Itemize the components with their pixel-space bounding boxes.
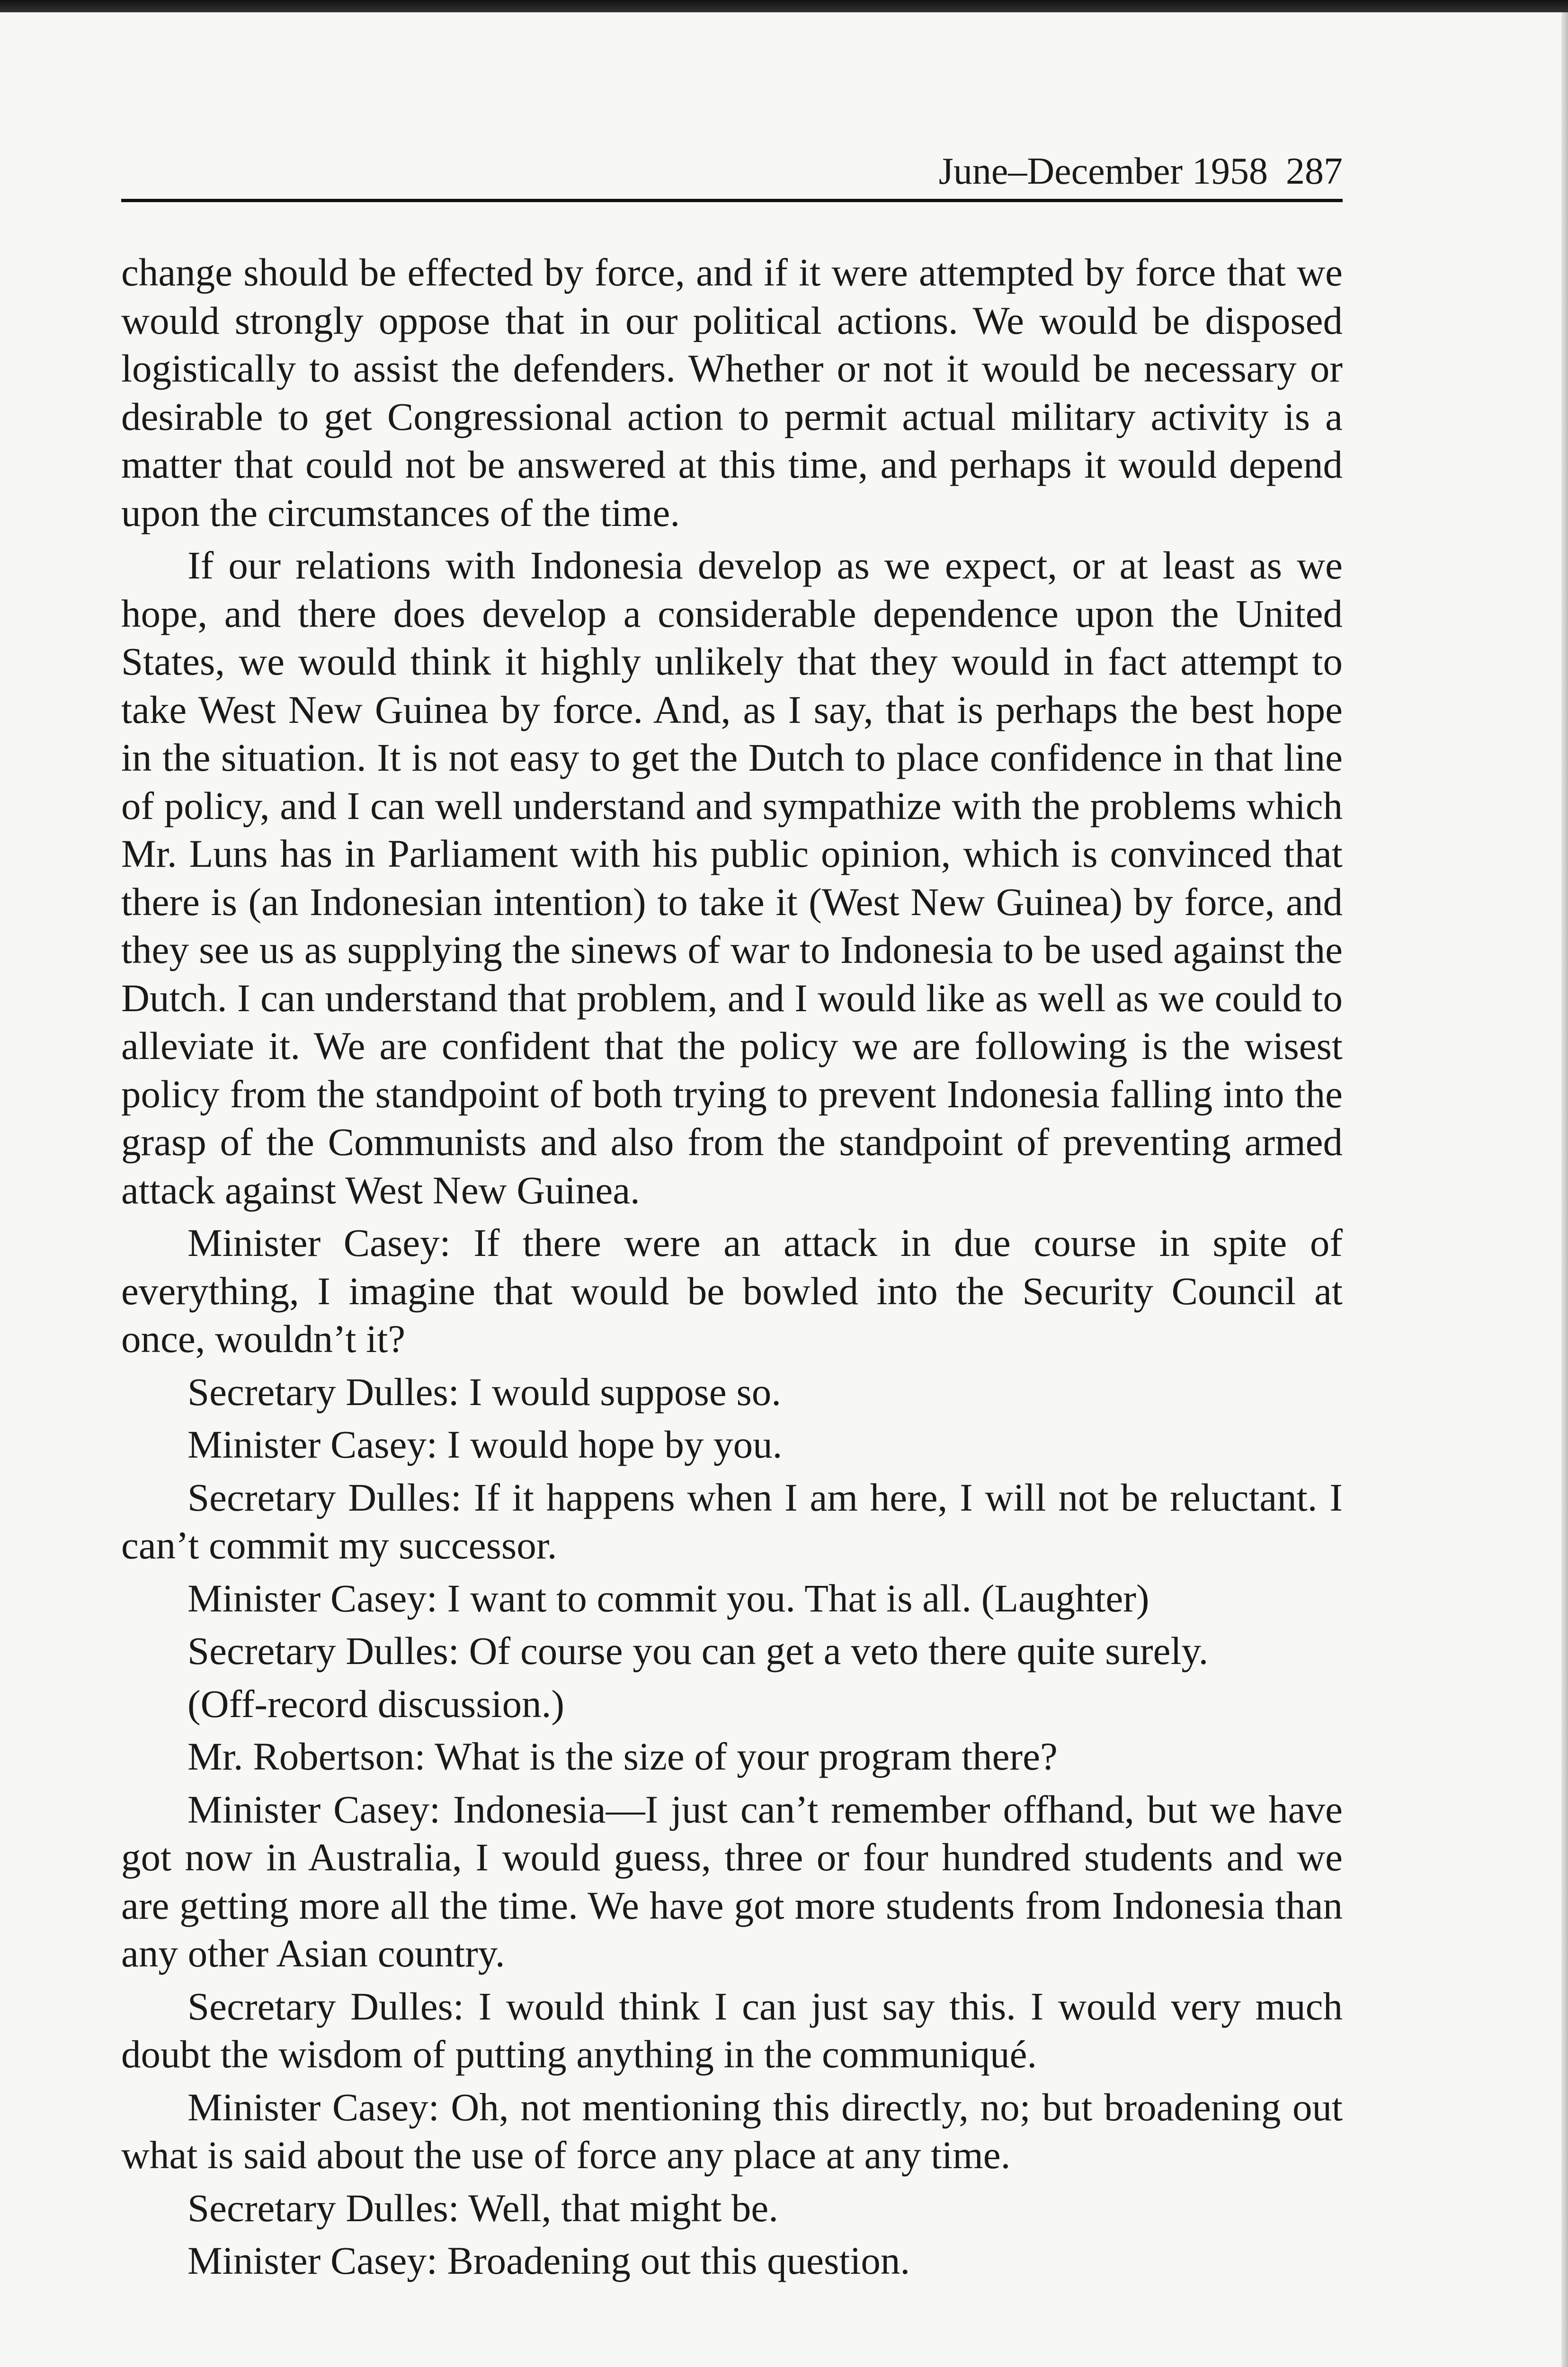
- scan-edge-right: [1561, 12, 1568, 2367]
- dialogue-casey-commit: Minister Casey: I want to commit you. That is all. (Laughter): [187, 1576, 1149, 1620]
- running-title: June–December 1958: [938, 151, 1268, 192]
- dialogue-dulles-suppose: Secretary Dulles: I would suppose so.: [187, 1370, 781, 1414]
- body-text: [121, 249, 1343, 2285]
- running-head: [939, 150, 1343, 193]
- dialogue-robertson-program: Mr. Robertson: What is the size of your program there?: [187, 1735, 1058, 1778]
- dialogue-casey-broadening: Minister Casey: Oh, not mentioning this directly, no; but broadening out what is said about the use of force any place at any time.: [121, 2085, 1343, 2177]
- dialogue-casey-security-council: Minister Casey: If there were an attack in due course in spite of everything, I imagine that would be bowled into the Security Council at once, wouldn’t it?: [121, 1221, 1343, 1361]
- dialogue-casey-question: Minister Casey: Broadening out this question.: [187, 2239, 910, 2282]
- page-header: [121, 137, 1343, 202]
- dialogue-casey-students: Minister Casey: Indonesia—I just can’t remember offhand, but we have got now in Australia, I would guess, three or four hundred students and we are getting more all the time. We have got more students from Indonesia than any other Asian country.: [121, 1787, 1343, 1975]
- off-record-note: (Off-record discussion.): [187, 1682, 564, 1726]
- scan-edge-top: [0, 0, 1568, 12]
- dialogue-dulles-reluctant: Secretary Dulles: If it happens when I am here, I will not be reluctant. I can’t commit my successor.: [121, 1475, 1343, 1567]
- dialogue-dulles-veto: Secretary Dulles: Of course you can get a veto there quite surely.: [187, 1629, 1209, 1673]
- dialogue-casey-hope: Minister Casey: I would hope by you.: [187, 1423, 783, 1466]
- dialogue-dulles-might-be: Secretary Dulles: Well, that might be.: [187, 2186, 778, 2230]
- page-number: 287: [1286, 151, 1343, 192]
- paragraph-indonesia-relations: If our relations with Indonesia develop as we expect, or at least as we hope, and there does develop a considerable dependence upon the United States, we would think it highly unlikely that they would in fact attempt to take West New Guinea by force. And, as I say, that is perhaps the best hope in the situation. It is not easy to get the Dutch to place confidence in that line of policy, and I can well understand and sympathize with the problems which Mr. Luns has in Parliament with his public opinion, which is convinced that there is (an Indonesian intention) to take it (West New Guinea) by force, and they see us as supplying the sinews of war to Indonesia to be used against the Dutch. I can understand that problem, and I would like as well as we could to alleviate it. We are confident that the policy we are following is the wisest policy from the standpoint of both trying to prevent Indonesia falling into the grasp of the Communists and also from the standpoint of preventing armed attack against West New Guinea.: [121, 543, 1343, 1212]
- dialogue-dulles-communique: Secretary Dulles: I would think I can just say this. I would very much doubt the wisdom of putting anything in the communiqué.: [121, 1984, 1343, 2076]
- paragraph-continuation: change should be effected by force, and if it were attempted by force that we would strongly oppose that in our political actions. We would be disposed logistically to assist the defenders. Whether or not it would be necessary or desirable to get Congressional action to permit actual military activity is a matter that could not be answered at this time, and perhaps it would depend upon the circumstances of the time.: [121, 250, 1343, 534]
